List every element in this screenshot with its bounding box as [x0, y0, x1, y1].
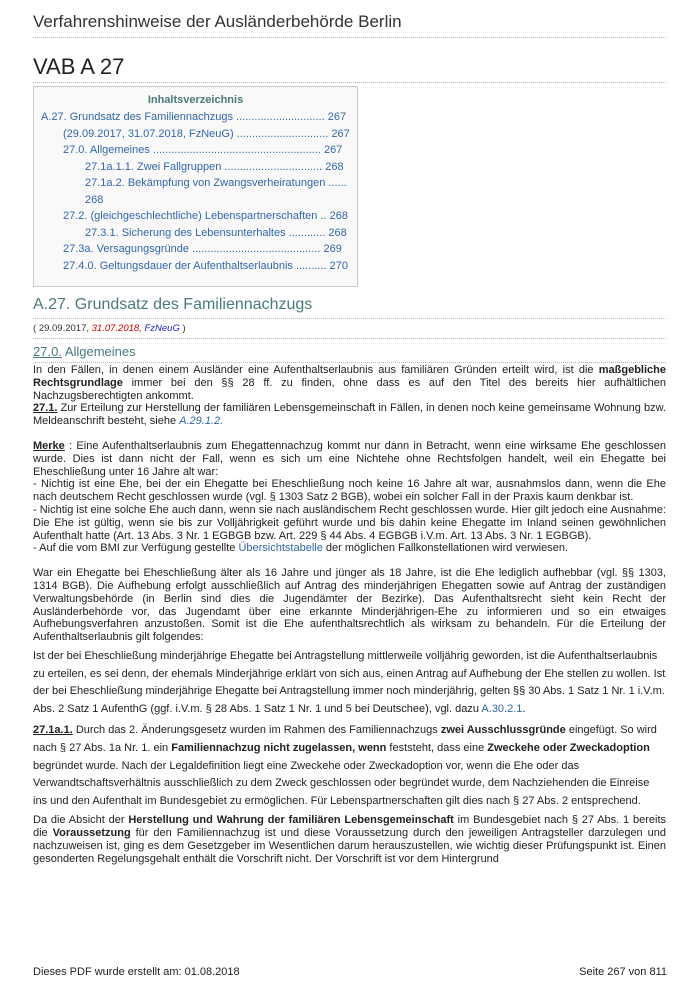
table-of-contents — [33, 86, 358, 287]
subsection-number-link[interactable]: 27.0. — [33, 344, 62, 359]
merke-label: Merke — [33, 439, 65, 452]
toc-entry[interactable]: (29.09.2017, 31.07.2018, FzNeuG) .............................. 267 — [63, 127, 350, 140]
footer-page-number: Seite 267 von 811 — [579, 966, 667, 978]
toc-entry[interactable]: 27.0. Allgemeines ....................................................... 267 — [63, 144, 343, 156]
header-divider — [33, 37, 666, 38]
list-item: - Auf die vom BMI zur Verfügung gestellte Übersichtstabelle der möglichen Fallkonstellationen wird verwiesen. — [33, 542, 569, 555]
toc-entry[interactable]: 27.1a.2. Bekämpfung von Zwangsverheiratungen ...... — [85, 177, 347, 189]
section-dates: ( 29.09.2017, 31.07.2018, FzNeuG ) — [33, 323, 186, 334]
paragraph: Ist der bei Eheschließung minderjährige Ehegatte bei Antragstellung mittlerweile volljährig geworden, ist die Aufenthaltserlaubnis zu erteilen, es sei denn, der ehemals Minderjährige erklärt von sich aus, einen Antrag auf Aufhebung der Ehe stellen zu wollen. Ist der bei Eheschließung minderjährige Ehegatte bei Antragstellung immer noch minderjährig, gelten §§ 30 Abs. 1 Satz 1 Nr. 1 i.V.m. Abs. 2 Satz 1 AufenthG (ggf. i.V.m. § 28 Abs. 1 Satz 1 Nr. 1 und 5 bei Deutschee), vgl. dazu A.30.2.1. — [33, 649, 666, 715]
footer-created-date: Dieses PDF wurde erstellt am: 01.08.2018 — [33, 966, 240, 978]
toc-entry-page[interactable]: 268 — [85, 193, 104, 206]
section-divider — [33, 318, 666, 319]
toc-entry[interactable]: 27.3a. Versagungsgründe .......................................... 269 — [63, 243, 342, 255]
date-red: 31.07.2018, — [91, 323, 145, 334]
subsection-divider — [33, 362, 666, 363]
toc-entry[interactable]: 27.3.1. Sicherung des Lebensunterhaltes ............ 268 — [85, 226, 347, 239]
fzneug-link[interactable]: FzNeuG — [144, 323, 180, 334]
toc-entry[interactable]: 27.4.0. Geltungsdauer der Aufenthaltserlaubnis .......... 270 — [63, 259, 348, 272]
paragraph: War ein Ehegatte bei Eheschließung älter als 16 Jahre und jünger als 18 Jahre, ist die Ehe lediglich aufhebbar (vgl. §§ 1303, 1314 BGB). Die Aufhebung erfolgt ausschließlich auf Antrag des minderjährigen Ehegatten sowie auf Antrag der zuständigen Verwaltungsbehörde (in Berlin sind dies die Jugendämter der Bezirke). Das Aufenthaltsrecht sieht kein Recht der Ausländerbehörde vor, das Jugendamt über eine erkannte Minderjährigen-Ehe zu informieren und so ein etwaiges Aufhebungsverfahren anzustoßen. Somit ist die Ehe aufenthaltsrechtlich als wirksam zu behandeln. Für die Erteilung der Aufenthaltserlaubnis gilt folgendes: — [33, 567, 666, 644]
section-title: A.27. Grundsatz des Familiennachzugs — [33, 296, 313, 313]
paragraph: 27.1a.1. Durch das 2. Änderungsgesetz wurden im Rahmen des Familiennachzugs zwei Ausschlussgründe eingefügt. So wird nach § 27 Abs. 1a Nr. 1. ein Familiennachzug nicht zugelassen, wenn feststeht, dass eine Zweckehe oder Zweckadoption begründet wurde. Nach der Legaldefinition liegt eine Zweckehe oder Zweckadoption vor, wenn die Ehe oder das Verwandtschaftsverhältnis ausschließlich zu dem Zweck geschlossen oder begründet wurde, dem Nachziehenden die Einreise ins und den Aufenthalt im Bundesgebiet zu ermöglichen. Für Lebenspartnerschaften gilt dies nach § 27 Abs. 2 entsprechend. — [33, 724, 657, 807]
body-text — [33, 364, 666, 865]
paragraph: Merke : Eine Aufenthaltserlaubnis zum Ehegattennachzug kommt nur dann in Betracht, wenn eine wirksame Ehe geschlossen wurde. Dies ist dann nicht der Fall, wenn es sich um eine Nichtehe ohne Rechtsfolgen handelt, weil ein Ehegatte bei Eheschließung unter 16 Jahre alt war: — [33, 439, 666, 478]
ref-link[interactable]: A.29.1.2. — [179, 415, 224, 428]
paragraph: Da die Absicht der Herstellung und Wahrung der familiären Lebensgemeinschaft im Bundesgebiet nach § 27 Abs. 1 bereits die Voraussetzung für den Familiennachzug ist und diese Voraussetzung durch den jeweiligen Antragsteller darzulegen und nachzuweisen ist, ging es dem Gesetzgeber im Wesentlichen darum herauszustellen, wie wichtig dieser Prüfungspunkt ist. Einen gesonderten Regelungsgehalt enthält die Vorschrift nicht. Der Vorschrift ist vor dem Hintergrund — [33, 814, 666, 865]
toc-entry[interactable]: A.27. Grundsatz des Familiennachzugs ............................. 267 — [41, 111, 347, 123]
title-divider — [33, 82, 666, 83]
paragraph-number: 27.1a.1. — [33, 724, 73, 737]
toc-entry[interactable]: 27.2. (gleichgeschlechtliche) Lebenspartnerschaften .. 268 — [63, 210, 348, 222]
paragraph-number: 27.1. — [33, 402, 58, 415]
list-item: - Nichtig ist eine solche Ehe auch dann, wenn sie nach ausländischem Recht geschlossen wurde. Hier gilt jedoch eine Ausnahme: Die Ehe ist gültig, wenn sie bis zur Volljährigkeit geführt wurde und bis dahin keine Ehegatte im Inland seinen gewöhnlichen Aufenthalt hatte (Art. 13 Abs. 3 Nr. 1 EGBGB bzw. Art. 229 § 44 Abs. 4 EGBGB i.V.m. Art. 13 Abs. 3 Nr. 1 EGBGB). — [33, 503, 666, 542]
paragraph: 27.1. Zur Erteilung zur Herstellung der familiären Lebensgemeinschaft in Fällen, in denen noch keine gemeinsame Wohnung bzw. Meldeanschrift besteht, siehe A.29.1.2. — [33, 402, 666, 428]
list-item: - Nichtig ist eine Ehe, bei der ein Ehegatte bei Eheschließung noch keine 16 Jahre alt war, ausnahmslos dann, wenn die Ehe nach deutschem Recht geschlossen wurde (vgl. § 1303 Satz 2 BGB), wobei ein solcher Fall in der Praxis kaum denkbar ist. — [33, 478, 666, 504]
site-title: Verfahrenshinweise der Ausländerbehörde Berlin — [33, 12, 402, 31]
dates-divider — [33, 338, 666, 339]
subsection-title: 27.0. Allgemeines — [33, 344, 136, 359]
toc-title: Inhaltsverzeichnis — [147, 94, 244, 106]
paragraph: In den Fällen, in denen einem Ausländer eine Aufenthaltserlaubnis aus familiären Gründen erteilt wird, ist die maßgebliche Rechtsgrundlage immer bei den §§ 28 ff. zu finden, ohne dass es auf den Titel des bereits hier aufhältlichen Nachzugsberechtigten ankommt. — [33, 364, 666, 402]
toc-entry[interactable]: 27.1a.1.1. Zwei Fallgruppen ................................ 268 — [85, 160, 344, 173]
overview-table-link[interactable]: Übersichtstabelle — [238, 542, 323, 555]
ref-link[interactable]: A.30.2.1 — [481, 702, 523, 715]
page-title: VAB A 27 — [33, 54, 125, 79]
